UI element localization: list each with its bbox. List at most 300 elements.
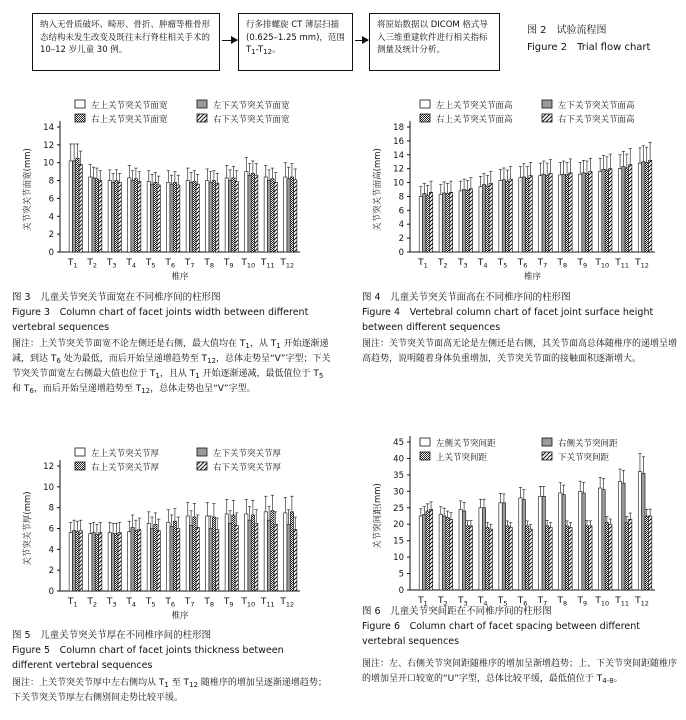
- legend-swatch: [420, 438, 430, 446]
- legend-label: 右下关节突关节面高: [558, 115, 635, 125]
- bar: [479, 187, 482, 252]
- bar: [598, 171, 601, 252]
- bar: [519, 178, 522, 252]
- bar: [150, 529, 153, 592]
- y-tick-label: 10: [393, 553, 404, 564]
- legend-swatch: [420, 114, 430, 122]
- bar: [79, 531, 82, 591]
- bar: [648, 516, 651, 590]
- y-tick-label: 12: [393, 164, 404, 175]
- figure-6-note-text: 图注：左、右侧关节突间距随椎序的增加呈渐增趋势；上、下关节突间距随椎序的增加呈开口较宽的“U”字型，总体比较平缓，最低值位于 $T_{4-8}$。: [362, 659, 678, 685]
- bar: [284, 177, 287, 252]
- bar: [519, 498, 522, 590]
- bar: [549, 528, 552, 590]
- bar: [235, 525, 238, 591]
- bar: [157, 185, 160, 252]
- legend-swatch: [420, 100, 430, 108]
- bar: [625, 523, 628, 590]
- bar: [274, 182, 277, 252]
- bar: [426, 195, 429, 252]
- bar: [154, 524, 157, 591]
- bar: [539, 496, 542, 590]
- bar: [99, 533, 102, 591]
- bar: [609, 169, 612, 252]
- y-tick-label: 2: [398, 234, 404, 245]
- bar: [622, 167, 625, 252]
- y-tick-label: 20: [393, 520, 404, 531]
- flow-box-ct-text-a: 行多排螺旋 CT 薄层扫描(0.625–1.25 mm)，范围 T: [246, 20, 345, 55]
- figure-5-note: [12, 676, 334, 706]
- figure-4-chart: [360, 92, 665, 288]
- bar: [225, 514, 228, 591]
- bar: [605, 523, 608, 590]
- figure-2-caption-en: Figure 2 Trial flow chart: [527, 42, 651, 53]
- bar: [206, 181, 209, 252]
- bar: [248, 175, 251, 252]
- y-tick-label: 12: [43, 462, 54, 472]
- legend-swatch: [542, 452, 552, 460]
- bar: [115, 534, 118, 591]
- legend-label: 上关节突间距: [436, 453, 488, 463]
- flow-arrow-1: [222, 40, 237, 41]
- x-tick-label: $T_5$: [497, 258, 508, 270]
- y-tick-label: 10: [393, 178, 404, 189]
- bar: [245, 172, 248, 252]
- x-tick-label: $T_8$: [557, 258, 568, 270]
- legend-swatch: [75, 448, 85, 456]
- bar: [255, 175, 258, 252]
- bar: [134, 179, 137, 252]
- x-tick-label: $T_{12}$: [280, 597, 295, 609]
- legend-label: 左侧关节突间距: [436, 439, 496, 449]
- bar: [526, 178, 529, 252]
- x-tick-label: $T_{12}$: [635, 258, 649, 270]
- bar: [245, 514, 248, 591]
- legend-swatch: [542, 114, 552, 122]
- bar: [232, 178, 235, 252]
- bar: [99, 181, 102, 252]
- y-axis-label: 关节突关节厚(mm): [23, 491, 33, 566]
- legend-label: 下关节突间距: [558, 453, 610, 463]
- y-tick-label: 8: [48, 176, 54, 187]
- bar: [429, 192, 432, 252]
- bar: [605, 170, 608, 252]
- bar: [569, 173, 572, 252]
- bar: [95, 535, 98, 591]
- figure-6-title-en-2: vertebral sequences: [362, 636, 460, 647]
- bar: [569, 528, 572, 590]
- legend: [75, 100, 290, 125]
- y-tick-label: 18: [393, 123, 404, 133]
- legend-label: 左下关节突关节面宽: [213, 101, 290, 111]
- y-tick-label: 8: [48, 503, 54, 514]
- bar: [629, 519, 632, 590]
- legend: [420, 100, 635, 125]
- legend-swatch: [420, 452, 430, 460]
- x-tick-label: $T_8$: [204, 597, 215, 609]
- bar: [111, 182, 114, 252]
- legend-label: 右侧关节突间距: [558, 439, 618, 449]
- bar: [469, 189, 472, 252]
- legend: [75, 448, 282, 473]
- x-tick-label: $T_{10}$: [595, 596, 610, 608]
- x-tick-label: $T_3$: [106, 597, 117, 609]
- bar: [585, 174, 588, 252]
- bar: [228, 523, 231, 591]
- bar: [248, 520, 251, 591]
- x-tick-label: $T_7$: [184, 258, 195, 270]
- flow-box-analysis: [369, 13, 500, 71]
- bar: [638, 472, 641, 590]
- legend: [420, 438, 618, 463]
- bar: [506, 526, 509, 590]
- bar: [209, 529, 212, 592]
- x-tick-label: $T_1$: [67, 597, 78, 609]
- bar: [486, 528, 489, 590]
- figure-5-note-text: 图注：上关节突关节厚中左右侧均从 $T_1$ 至 $T_{12}$ 随椎序的增加呈逐渐递增趋势；下关节突关节厚左右侧别间走势比较平缓。: [12, 678, 327, 703]
- bar: [549, 174, 552, 252]
- legend-swatch: [197, 100, 207, 108]
- legend-swatch: [197, 462, 207, 470]
- y-tick-label: 0: [48, 587, 54, 597]
- bar: [426, 511, 429, 590]
- bar: [131, 181, 134, 252]
- bar: [618, 481, 621, 590]
- x-axis-label: 椎序: [171, 272, 189, 282]
- x-tick-label: $T_6$: [165, 597, 176, 609]
- bar: [173, 521, 176, 591]
- bar: [582, 173, 585, 252]
- bar: [95, 179, 98, 252]
- bar: [294, 530, 297, 591]
- flow-arrow-2: [355, 40, 368, 41]
- bar: [559, 493, 562, 590]
- bar: [618, 169, 621, 252]
- bar: [89, 534, 92, 591]
- bar: [206, 516, 209, 591]
- bar: [267, 181, 270, 252]
- legend-label: 右上关节突关节厚: [91, 463, 160, 473]
- figure-4-note: [362, 337, 680, 367]
- bar: [423, 194, 426, 252]
- bar: [177, 529, 180, 592]
- y-tick-label: 6: [48, 194, 54, 205]
- legend-swatch: [75, 100, 85, 108]
- x-tick-label: $T_{11}$: [260, 597, 275, 609]
- bar: [526, 526, 529, 590]
- x-tick-label: $T_9$: [577, 596, 588, 608]
- bar: [509, 179, 512, 252]
- bar: [189, 182, 192, 252]
- bar: [193, 181, 196, 252]
- bar: [212, 517, 215, 591]
- flow-box-inclusion: [32, 13, 220, 71]
- bar: [196, 184, 199, 252]
- y-tick-label: 2: [48, 230, 54, 241]
- figure-6-chart: [360, 430, 665, 608]
- bar: [274, 524, 277, 591]
- bar: [264, 512, 267, 591]
- bar: [585, 526, 588, 590]
- x-tick-label: $T_4$: [126, 597, 137, 609]
- bar: [290, 512, 293, 591]
- x-tick-label: $T_7$: [537, 596, 548, 608]
- x-tick-label: $T_2$: [438, 596, 448, 608]
- bar: [251, 515, 254, 591]
- bar: [287, 179, 290, 252]
- bar: [499, 503, 502, 590]
- bar: [167, 182, 170, 252]
- bar: [209, 182, 212, 252]
- bar: [423, 514, 426, 590]
- bar: [196, 527, 199, 591]
- y-tick-label: 40: [393, 454, 404, 465]
- figure-6-note: [362, 657, 680, 687]
- x-tick-label: $T_1$: [418, 258, 428, 270]
- figure-2-caption-cn: 图 2 试验流程图: [527, 25, 607, 36]
- bar: [625, 168, 628, 252]
- bar: [499, 180, 502, 252]
- bar: [565, 526, 568, 590]
- bar: [108, 533, 111, 591]
- figure-3-title-en-2: vertebral sequences: [12, 322, 110, 333]
- bar: [76, 532, 79, 591]
- x-axis-label: 椎序: [171, 611, 189, 621]
- bar: [479, 508, 482, 590]
- bar: [609, 524, 612, 590]
- y-tick-label: 45: [393, 438, 404, 448]
- bar: [622, 483, 625, 590]
- y-tick-label: 0: [398, 586, 404, 596]
- bar: [439, 194, 442, 252]
- bar: [131, 527, 134, 591]
- bar: [509, 528, 512, 590]
- x-tick-label: $T_7$: [537, 258, 548, 270]
- bar: [284, 513, 287, 591]
- x-tick-label: $T_2$: [87, 258, 98, 270]
- y-tick-label: 4: [48, 212, 54, 223]
- bar: [579, 491, 582, 590]
- x-tick-label: $T_3$: [457, 258, 468, 270]
- x-tick-label: $T_5$: [145, 258, 156, 270]
- bar: [486, 186, 489, 252]
- bar: [111, 534, 114, 591]
- bar: [645, 516, 648, 590]
- bar: [642, 162, 645, 252]
- bar: [469, 526, 472, 590]
- bar: [542, 496, 545, 590]
- legend-swatch: [542, 100, 552, 108]
- bar: [108, 181, 111, 252]
- bar: [186, 181, 189, 252]
- x-tick-label: $T_1$: [67, 258, 78, 270]
- bar: [294, 180, 297, 252]
- y-tick-label: 10: [43, 158, 54, 169]
- y-axis-label: 关节突关节面宽(mm): [23, 148, 33, 231]
- bar: [167, 522, 170, 591]
- bar: [228, 181, 231, 252]
- bar: [545, 176, 548, 252]
- bar: [466, 526, 469, 590]
- y-tick-label: 6: [398, 206, 404, 217]
- bar: [115, 181, 118, 252]
- x-tick-label: $T_2$: [87, 597, 98, 609]
- bar: [138, 181, 141, 252]
- bar: [89, 177, 92, 252]
- figure-5-title-cn: 图 5 儿童关节突关节厚在不同椎序间的柱形图: [12, 630, 212, 641]
- figure-6-caption: [362, 604, 682, 649]
- bar: [118, 533, 121, 591]
- bar: [287, 524, 290, 591]
- flow-box-inclusion-text: 纳入无骨质破坏、畸形、骨折、肿瘤等椎骨形态结构未发生改变及既往未行脊柱相关手术的 10–12 岁儿童 30 例。: [40, 20, 211, 55]
- bar: [449, 519, 452, 590]
- bar: [177, 185, 180, 252]
- bar: [225, 178, 228, 252]
- bar: [539, 176, 542, 252]
- legend-label: 右上关节突关节面高: [436, 115, 513, 125]
- bar: [562, 495, 565, 590]
- bar: [442, 516, 445, 590]
- bar: [638, 163, 641, 252]
- bar: [170, 184, 173, 252]
- bar: [118, 182, 121, 252]
- bar: [582, 493, 585, 590]
- bar: [489, 183, 492, 252]
- bar: [446, 194, 449, 252]
- x-tick-label: $T_3$: [106, 258, 117, 270]
- figure-3-title-cn: 图 3 儿童关节突关节面宽在不同椎序间的柱形图: [12, 292, 221, 303]
- x-tick-label: $T_4$: [126, 258, 137, 270]
- y-tick-label: 25: [393, 503, 404, 514]
- y-tick-label: 14: [43, 123, 54, 133]
- bar: [72, 531, 75, 591]
- y-tick-label: 14: [393, 150, 404, 161]
- x-tick-label: $T_1$: [418, 596, 428, 608]
- y-axis-label: 关节突间距(mm): [373, 483, 383, 549]
- figure-4-title-en-1: Figure 4 Vertebral column chart of facet joint surface height: [362, 307, 654, 318]
- bar: [589, 526, 592, 590]
- bar: [134, 531, 137, 591]
- bar: [92, 178, 95, 252]
- bar: [147, 181, 150, 252]
- bar: [173, 182, 176, 252]
- bar: [429, 509, 432, 590]
- bar: [150, 184, 153, 252]
- x-tick-label: $T_7$: [184, 597, 195, 609]
- x-tick-label: $T_{12}$: [280, 258, 295, 270]
- y-tick-label: 10: [43, 482, 54, 493]
- legend-label: 左上关节突关节面宽: [91, 101, 168, 111]
- bar: [138, 530, 141, 591]
- legend-label: 左上关节突关节面高: [436, 101, 513, 111]
- x-tick-label: $T_{10}$: [241, 597, 256, 609]
- bar: [482, 508, 485, 590]
- bar: [529, 176, 532, 252]
- bar: [264, 177, 267, 252]
- figure-6-title-en-1: Figure 6 Column chart of facet spacing between different: [362, 621, 641, 632]
- figure-5-title-en-2: different vertebral sequences: [12, 660, 153, 671]
- figure-3-note: [12, 337, 334, 397]
- bar: [446, 518, 449, 590]
- y-tick-label: 0: [48, 248, 54, 258]
- x-tick-label: $T_9$: [577, 258, 588, 270]
- x-tick-label: $T_4$: [477, 258, 488, 270]
- bar: [216, 183, 219, 252]
- bar: [579, 174, 582, 252]
- figure-6-title-cn: 图 6 儿童关节突间距在不同椎序间的柱形图: [362, 606, 552, 617]
- bar: [76, 158, 79, 252]
- bar: [462, 511, 465, 590]
- bar: [290, 177, 293, 252]
- bar: [79, 165, 82, 253]
- bar: [212, 181, 215, 252]
- bar: [602, 490, 605, 590]
- y-tick-label: 15: [393, 536, 404, 547]
- bar: [235, 181, 238, 252]
- bar: [271, 179, 274, 252]
- bar: [72, 161, 75, 252]
- y-tick-label: 4: [48, 545, 54, 556]
- bar: [449, 192, 452, 252]
- flow-box-ct-text-e: 。: [272, 45, 281, 55]
- bar: [267, 520, 270, 591]
- figure-5-caption: [12, 628, 342, 673]
- figure-3-caption: [12, 290, 342, 335]
- x-tick-label: $T_{10}$: [241, 258, 256, 270]
- flow-box-ct-text-c: -T: [255, 45, 264, 55]
- bar: [545, 526, 548, 590]
- flow-box-analysis-text: 将原始数据以 DICOM 格式导入三维重建软件进行相关指标测量及统计分析。: [377, 20, 488, 55]
- x-tick-label: $T_8$: [204, 258, 215, 270]
- bar: [255, 523, 258, 591]
- flow-box-ct-text-b: 1: [251, 48, 256, 56]
- bar: [147, 523, 150, 591]
- bar: [598, 488, 601, 590]
- x-tick-label: $T_9$: [223, 258, 234, 270]
- bar: [251, 173, 254, 252]
- bar: [92, 533, 95, 591]
- bar: [439, 514, 442, 590]
- bar: [522, 500, 525, 590]
- x-tick-label: $T_6$: [165, 258, 176, 270]
- y-tick-label: 0: [398, 248, 404, 258]
- legend-label: 左下关节突关节面高: [558, 101, 635, 111]
- bar: [542, 174, 545, 252]
- figure-2-caption: [527, 22, 677, 56]
- x-axis-label: 椎序: [523, 272, 542, 282]
- bar: [216, 530, 219, 591]
- bar: [189, 525, 192, 591]
- figure-5-title-en-1: Figure 5 Column chart of facet joints thickness between: [12, 645, 284, 656]
- bar: [589, 171, 592, 252]
- x-tick-label: $T_{11}$: [615, 258, 630, 270]
- bar: [642, 473, 645, 590]
- legend-swatch: [75, 462, 85, 470]
- legend-label: 右下关节突关节厚: [213, 463, 282, 473]
- flow-box-ct-scan: [238, 13, 353, 71]
- bar: [466, 190, 469, 252]
- legend-swatch: [542, 438, 552, 446]
- y-tick-label: 30: [393, 487, 404, 498]
- bar: [522, 177, 525, 252]
- x-tick-label: $T_5$: [145, 597, 156, 609]
- y-tick-label: 6: [48, 524, 54, 535]
- figure-4-title-en-2: between different sequences: [362, 322, 501, 333]
- figure-4-note-text: 图注：关节突关节面高无论是左侧还是右侧，其关节面高总体随椎序的递增呈增高趋势，说明随着身体负重增加，关节突关节面的接触面积逐渐增大。: [362, 339, 678, 364]
- bar: [648, 160, 651, 252]
- legend-label: 右上关节突关节面宽: [91, 115, 168, 125]
- bar: [419, 196, 422, 252]
